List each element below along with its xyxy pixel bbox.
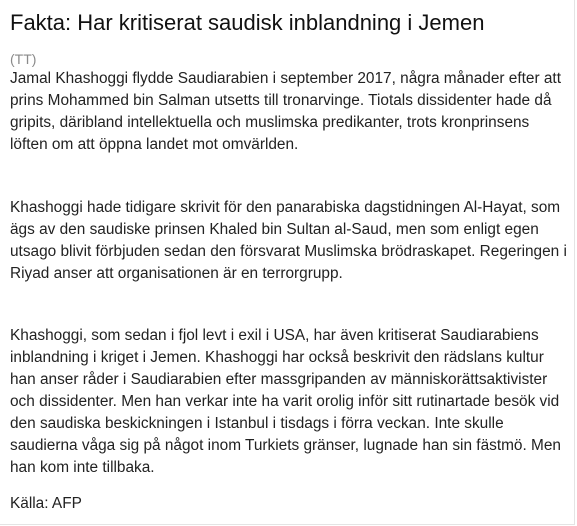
paragraph-3: Khashoggi, som sedan i fjol levt i exil i USA, har även kritiserat Saudiarabiens inblandning i kriget i Jemen. Khashoggi har också beskrivit den rädslans kultur han anser råder i Saudiarabien efter massgripanden av människorättsaktivister och dissidenter. Men han verkar inte ha varit orolig inför sitt rutinartade besök vid den saudiska beskickningen i Istanbul i tisdags i förra veckan. Inte skulle saudierna våga sig på något inom Turkiets gränser, lugnade han sin fästmö. Men han kom inte tillbaka. (10, 327, 561, 476)
byline: (TT) (10, 51, 37, 67)
source-credit: Källa: AFP (10, 495, 82, 512)
paragraph-1: Jamal Khashoggi flydde Saudiarabien i september 2017, några månader efter att prins Mohammed bin Salman utsetts till tronarvinge. Tiotals dissidenter hade då gripits, däribland intellektuella och muslimska predikanter, trots kronprinsens löften om att öppna landet mot omvärlden. (10, 70, 561, 153)
paragraph-2: Khashoggi hade tidigare skrivit för den panarabiska dagstidningen Al-Hayat, som ägs av den saudiske prinsen Khaled bin Sultan al-Saud, men som enligt egen utsago blivit förbjuden sedan den försvarat Muslimska brödraskapet. Regeringen i Riyad anser att organisationen är en terrorgrupp. (10, 199, 567, 282)
fact-heading: Fakta: Har kritiserat saudisk inblandning i Jemen (10, 10, 485, 35)
